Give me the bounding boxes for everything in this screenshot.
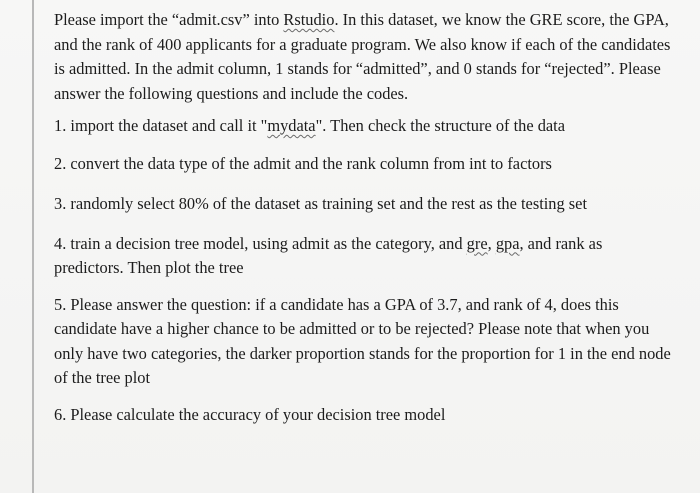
question-3: 3. randomly select 80% of the dataset as training set and the rest as the testing set — [54, 194, 587, 213]
spellcheck-word-gre: gre — [466, 233, 488, 253]
question-4: 4. train a decision tree model, using admit as the category, and gre, gpa, and rank as predictors. Then plot the tree — [54, 233, 603, 277]
spellcheck-word-mydata: mydata — [267, 116, 316, 135]
question-1: 1. import the dataset and call it "mydata". Then check the structure of the data — [54, 116, 566, 135]
left-margin-line — [32, 0, 34, 493]
intro-paragraph: Please import the “admit.csv” into Rstudio. In this dataset, we know the GRE score, the GPA, and the rank of 400 applicants for a graduate program. We also know if each of the candidates is admitted. In the admit column, 1 stands for “admitted”, and 0 stands for “rejected”. Please answer the following questions and include the codes. — [54, 10, 671, 103]
spellcheck-word-rstudio: Rstudio — [283, 10, 335, 29]
spellcheck-word-gpa: gpa — [495, 233, 520, 253]
question-2: 2. convert the data type of the admit and the rank column from int to factors — [54, 153, 552, 173]
question-6: 6. Please calculate the accuracy of your decision tree model — [54, 404, 446, 424]
question-5: 5. Please answer the question: if a candidate has a GPA of 3.7, and rank of 4, does this candidate have a higher chance to be admitted or to be rejected? Please note that when you only have two categories, the darker proportion stands for the proportion for 1 in the end node of the tree plot — [54, 294, 671, 387]
assignment-text — [54, 8, 674, 427]
